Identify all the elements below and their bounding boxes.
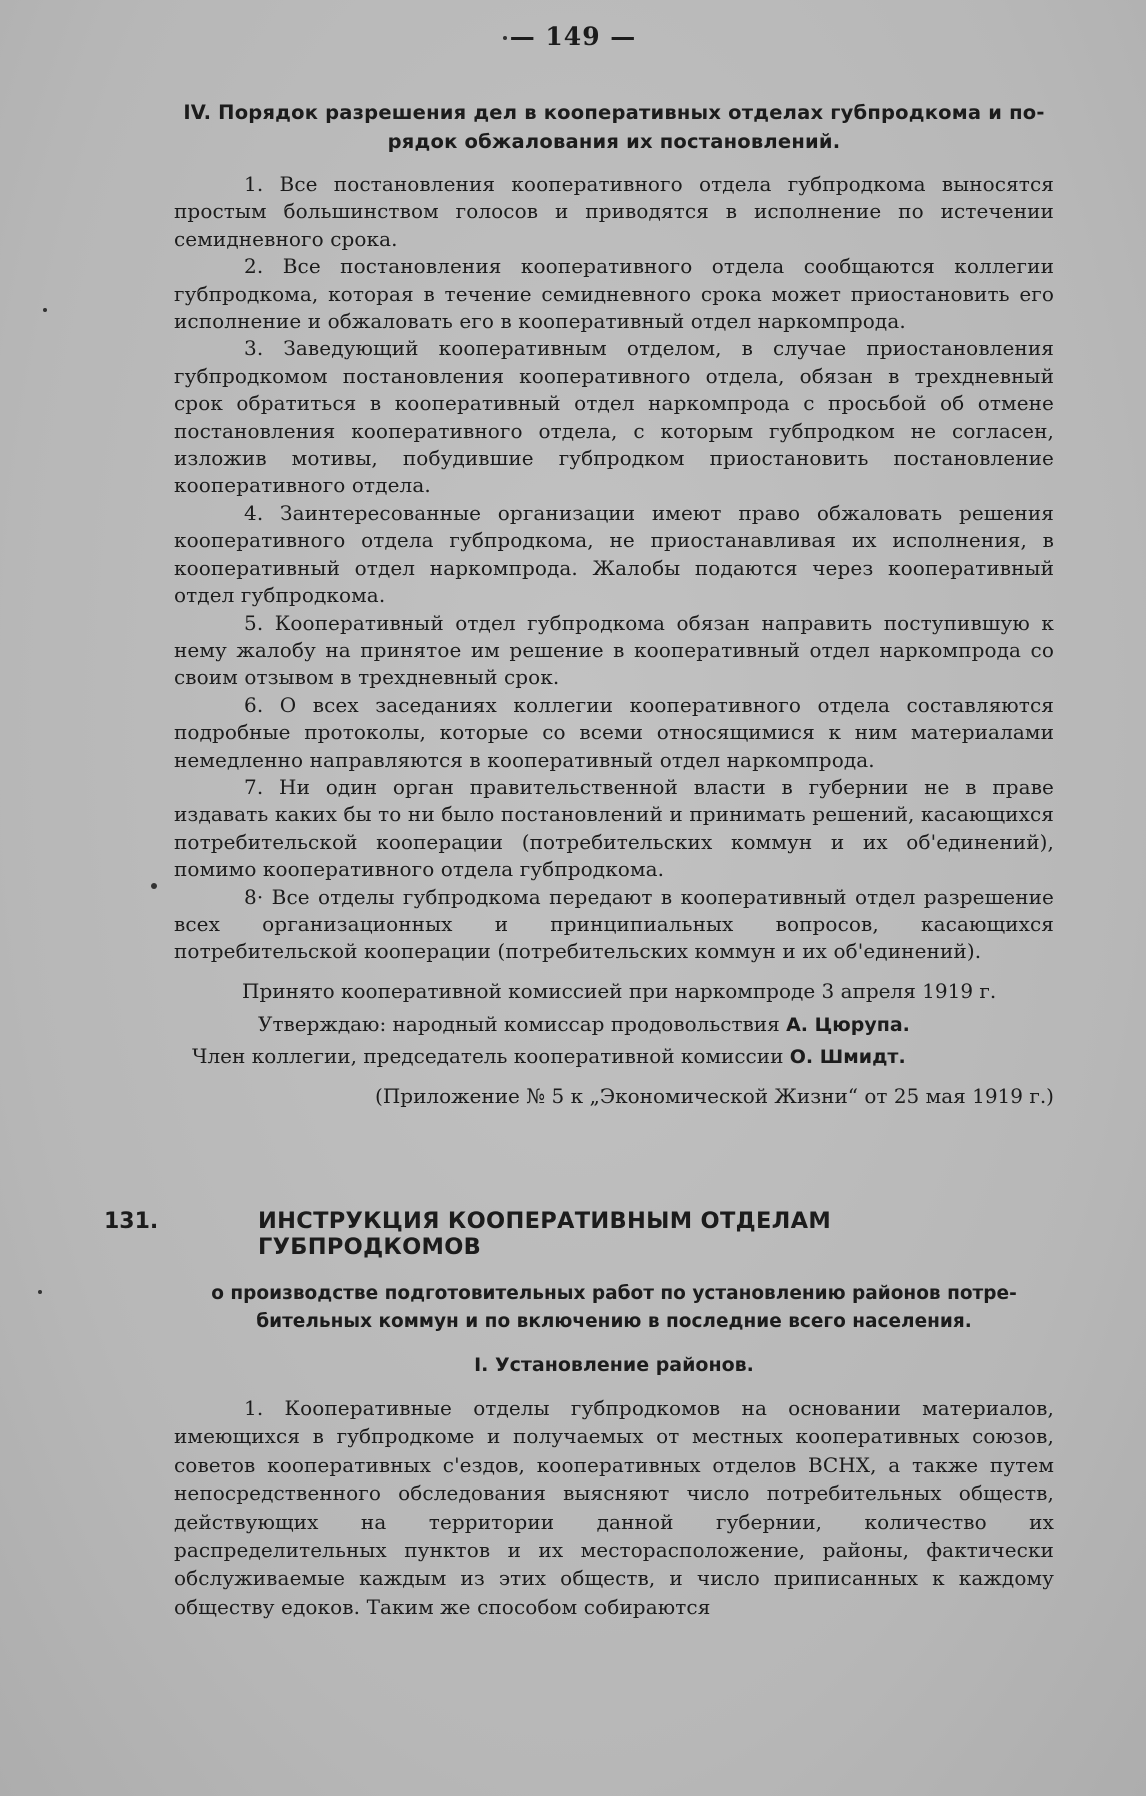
paragraph-3: 3. Заведующий кооперативным отделом, в случае приостановления губпродкомом постановления кооперативного отдела, обязан в трехдневный срок обратиться в кооперативный отдел наркомпрода с просьбой об отмене постановления кооперативного отдела, с которым губпродком не согласен, изложив мотивы, побудившие губпродком приостановить постановление кооперативного отдела. [174,336,1054,498]
ink-speck [151,883,157,889]
section-iv-body [174,171,1054,966]
member-text: Член коллегии, председатель кооперативной комиссии [192,1043,784,1068]
subtitle-line2: бительных коммун и по включению в последние всего населения. [256,1311,972,1332]
document-subtitle [174,1280,1054,1336]
member-line [174,1041,1054,1073]
approval-text: Утверждаю: народный комиссар продовольствия [258,1011,780,1036]
document-131-body [174,1394,1054,1621]
subtitle-line1: о производстве подготовительных работ по установлению районов потре- [211,1283,1017,1304]
paragraph-6: 6. О всех заседаниях коллегии кооперативного отдела составляются подробные протоколы, которые со всеми относящимися к ним материалами немедленно направляются в кооперативный отдел наркомпрода. [174,692,1054,772]
document-131 [174,1208,1054,1621]
document-number: 131. [104,1209,159,1234]
section-iv-heading-line1: IV. Порядок разрешения дел в кооперативных отделах губпродкома и по- [183,101,1045,124]
section-iv [174,98,1054,1112]
approval-signatory: А. Цюрупа. [786,1013,910,1036]
paragraph-8: 8· Все отделы губпродкома передают в кооперативный отдел разрешение всех организационных и принципиальных вопросов, касающихся потребительской кооперации (потребительских коммун и их об'единений). [174,884,1054,964]
source-note: (Приложение № 5 к „Экономической Жизни“ от 25 мая 1919 г.) [375,1083,1054,1108]
ink-speck [38,1290,42,1294]
section-iv-heading [174,98,1054,156]
paragraph-4: 4. Заинтересованные организации имеют право обжаловать решения кооперативного отдела губпродкома, не приостанавливая их исполнения, в кооперативный отдел наркомпрода. Жалобы подаются через кооперативный отдел губпродкома. [174,500,1054,608]
approval-line [174,1009,1054,1041]
paragraph-5: 5. Кооперативный отдел губпродкома обязан направить поступившую к нему жалобу на принятое им решение в кооперативный отдел наркомпрода со своим отзывом в трехдневный срок. [174,610,1054,690]
paragraph-1: 1. Все постановления кооперативного отдела губпродкома выносятся простым большинством голосов и приводятся в исполнение по истечении семидневного срока. [174,172,1054,251]
section-iv-heading-line2: рядок обжалования их постановлений. [387,130,841,153]
adoption-note: Принято кооперативной комиссией при наркомпроде 3 апреля 1919 г. [242,978,997,1003]
page-number: — 149 — [509,22,637,51]
paragraph-7: 7. Ни один орган правительственной власти в губернии не в праве издавать каких бы то ни было постановлений и принимать решений, касающихся потребительской кооперации (потребительских коммун и их об'единений), помимо кооперативного отдела губпродкома. [174,774,1054,882]
doc131-paragraph-1: 1. Кооперативные отделы губпродкомов на основании материалов, имеющихся в губпродкоме и получаемых от местных кооперативных союзов, советов кооперативных с'ездов, кооперативных отделов ВСНХ, а также путем непосредственного обследования выясняют число потребительных обществ, действующих на территории данной губернии, количество их распределительных пунктов и их месторасположение, районы, фактически обслуживаемые каждым из этих обществ, и число приписанных к каждому обществу едоков. Таким же способом собираются [174,1396,1054,1619]
section-1-heading: I. Установление районов. [474,1354,754,1376]
ink-speck [43,308,47,312]
paragraph-2: 2. Все постановления кооперативного отдела сообщаются коллегии губпродкома, которая в течение семидневного срока может приостановить его исполнение и обжаловать его в кооперативный отдел наркомпрода. [174,254,1054,334]
document-title: ИНСТРУКЦИЯ КООПЕРАТИВНЫМ ОТДЕЛАМ ГУБПРОДКОМОВ [258,1208,832,1260]
member-signatory: О. Шмидт. [789,1045,906,1068]
